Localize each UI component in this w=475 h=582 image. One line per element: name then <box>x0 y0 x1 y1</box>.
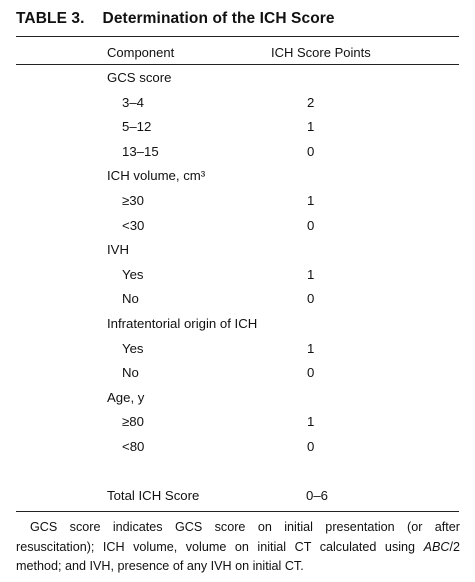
top-rule <box>16 36 459 37</box>
row-label: Yes <box>122 340 144 356</box>
footnote-text-1: GCS score indicates GCS score on initial presentation (or after resuscitation); ICH volume, volume on initial CT calculated using <box>16 520 460 554</box>
table-row <box>0 144 475 169</box>
row-points: 1 <box>307 266 315 282</box>
row-points: 0 <box>307 291 315 307</box>
footnote-text-2: /2 method; and IVH, presence of any IVH on initial CT. <box>16 539 460 573</box>
group-label: ICH volume, cm³ <box>107 168 206 184</box>
row-points: 0 <box>307 365 315 381</box>
row-points: 0 <box>307 143 315 159</box>
table-title <box>16 10 335 28</box>
row-label: ≥30 <box>122 193 144 208</box>
table-row <box>0 95 475 120</box>
row-label: 3–4 <box>122 94 145 110</box>
row-label: <80 <box>122 439 145 454</box>
table-row-total <box>0 488 475 513</box>
group-label: GCS score <box>107 70 172 85</box>
table-number: TABLE 3. <box>16 10 85 27</box>
column-header-component: Component <box>107 45 175 60</box>
row-label: No <box>122 365 139 381</box>
table-row <box>0 439 475 464</box>
bottom-rule <box>16 511 459 512</box>
row-label: <30 <box>122 217 145 233</box>
header-rule <box>16 64 459 65</box>
table-row <box>0 341 475 366</box>
table-row <box>0 119 475 144</box>
table-row-group <box>0 316 475 341</box>
table-row-group <box>0 390 475 415</box>
column-header-points: ICH Score Points <box>271 45 371 60</box>
table-row <box>0 291 475 316</box>
row-points: 1 <box>307 340 315 356</box>
row-points: 0 <box>307 217 315 233</box>
table-row <box>0 267 475 292</box>
group-label: IVH <box>107 242 129 258</box>
row-points: 1 <box>307 414 315 430</box>
table-row-group <box>0 242 475 267</box>
row-label: No <box>122 291 139 307</box>
table-row-group <box>0 168 475 193</box>
table-row <box>0 365 475 390</box>
total-points: 0–6 <box>306 487 329 503</box>
row-label: ≥80 <box>122 414 144 430</box>
row-points: 0 <box>307 439 315 454</box>
total-label: Total ICH Score <box>107 487 200 503</box>
row-label: 5–12 <box>122 119 152 135</box>
table-row <box>0 218 475 243</box>
row-label: Yes <box>122 266 144 282</box>
table-row-group <box>0 70 475 95</box>
table-row <box>0 414 475 439</box>
row-label: 13–15 <box>122 143 159 159</box>
table-footnote <box>16 518 460 577</box>
table-caption: Determination of the ICH Score <box>102 10 335 27</box>
row-points: 2 <box>307 94 315 110</box>
group-label: Infratentorial origin of ICH <box>107 316 258 331</box>
group-label: Age, y <box>107 389 145 405</box>
row-points: 1 <box>307 193 315 208</box>
table-row <box>0 193 475 218</box>
row-points: 1 <box>307 119 315 135</box>
footnote-italic: ABC <box>423 539 450 554</box>
